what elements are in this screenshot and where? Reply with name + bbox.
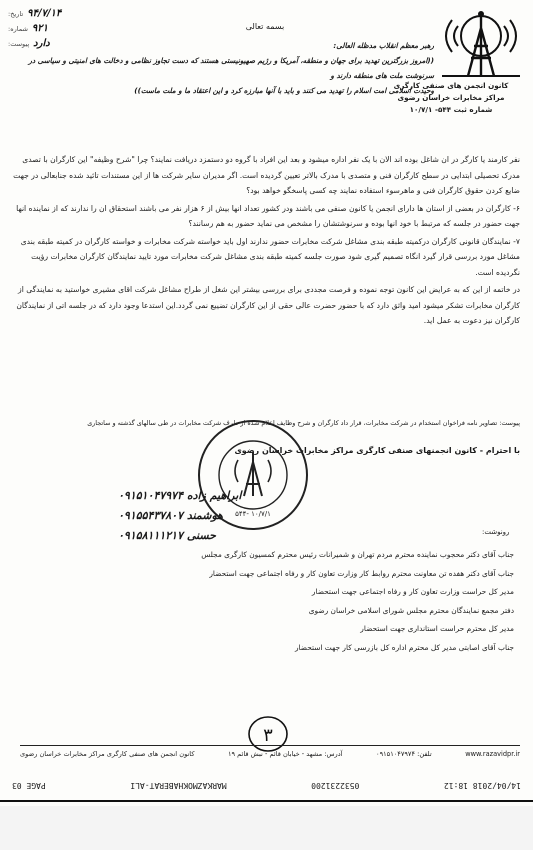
- quote-line-2: ((امروز بزرگترین تهدید برای جهان و منطقه، آمریکا و رژیم صهیونیستی هستند که دست تجاوز نظامی و دخالت های امنیتی و سیاسی در سرنوشت ملت های منطقه دارند و: [28, 56, 434, 80]
- cc-list: [40, 546, 514, 657]
- body-paragraph-1: نفر کارمند یا کارگر در ان شاغل بوده اند الان با یک نفر اداره میشود و بعد این افراد با گروه دو دستمزد دریافت نمایند؟ چرا "شرح وظیفه" این کارگران با تصدی مدرک تحصیلی ابتدایی در سطح کارگران فنی و متصدی با مدرک بالاتر تعیین گردیده است. اگر مدیران سایر شرکت ها از این مستندات تائید شده جنابعالی در جهت ضایع کردن حقوق کارگران فنی و ماهرسوء استفاده نمایند چه کسی پاسخگو خواهد بود؟: [13, 155, 520, 195]
- quote-line-3: وحیدت اسلامی امت اسلام را تهدید می کنند و باید با آنها مبارزه کرد و این اعتقاد ما و ملت ماست)): [134, 86, 434, 95]
- number-label: شماره:: [8, 24, 28, 33]
- body-closing: در خاتمه از این که به عرایض این کانون توجه نموده و فرصت مجددی برای بررسی بیشتر این شغل از طراح مشاغل شرکت اقای مشیری خواستید به نمایندگی از کارگران مخابرات تشکر میشود امید واثق دارد که با حضور حضرت عالی حقی از این کارگران تضییع نمی گردد.این استدعا وجود دارد که در جلسه اتی از نمایندگان کارگران نیز دعوت به عمل اید.: [16, 285, 520, 325]
- quote-line-1: رهبر معظم انقلاب مدظله العالی:: [333, 41, 434, 50]
- number-value: ۹۲۱: [31, 23, 49, 34]
- cc-item: دفتر مجمع نمایندگان محترم مجلس شورای اسلامی خراسان رضوی: [308, 605, 514, 615]
- number-row: [8, 21, 88, 36]
- fax-header: [0, 772, 533, 802]
- phone-2: ۰۹۱۵۵۴۳۷۸۰۷ هوشمند: [118, 509, 223, 522]
- signature-line: با احترام - کانون انجمنهای صنفی کارگری مراکز مخابرات خراسان رضوی: [234, 446, 520, 455]
- date-value: ۹۴/۷/۱۴: [27, 8, 62, 19]
- body-item-7: ۷- نمایندگان قانونی کارگران درکمیته طبقه بندی مشاغل شرکت مخابرات حضور ندارند اول باید خواسته شرکت مخابرات و خواسته کارگران در کمیته طبقه بندی مشاغل مورد بررسی قرار گیرد انگاه تصمیم گیری شود صورت جلسه کمیته طبقه بندی مشاغل شرکت مخابرات مورد تایید نمایندگان کارگران مخابرات رؤیت نگردیده است.: [20, 236, 520, 277]
- cc-item: جناب آقای دکتر محجوب نماینده محترم مردم تهران و شمیرانات رئیس محترم کمسیون کارگری مجلس: [201, 550, 514, 559]
- attach-value: دارد: [33, 38, 50, 49]
- handwritten-phones: [118, 486, 338, 546]
- cc-item: جناب آقای اصابتی مدیر کل محترم اداره کل بازرسی کار جهت استحضار: [294, 642, 514, 652]
- date-label: تاریخ:: [8, 9, 24, 18]
- letter-footer: [20, 750, 520, 758]
- date-row: [8, 6, 88, 21]
- org-line-1: کانون انجمن های صنفی کارگری: [393, 81, 509, 90]
- footer-divider: [20, 745, 520, 746]
- fax-datetime: 14/04/2018 18:12: [443, 781, 521, 791]
- union-logo: [438, 6, 524, 80]
- cc-item: مدیر کل حراست وزارت تعاون کار و رفاه اجتماعی جهت استحضار: [311, 587, 514, 596]
- stamp-number: ۵۴۴- ۱۰/۷/۱: [235, 510, 271, 518]
- phone-3: ۰۹۱۵۸۱۱۱۲۱۷ حسنی: [118, 529, 216, 542]
- footer-tel: تلفن: ۰۹۱۵۱۰۴۷۹۷۴: [376, 750, 432, 758]
- bismillah: بسمه تعالی: [245, 22, 285, 31]
- fax-number: 0532231200: [311, 781, 360, 791]
- org-line-2: مراکز مخابرات خراسان رضوی: [397, 93, 505, 102]
- footer-address: آدرس: مشهد - خیابان قائم - نبش قائم ۱۹: [227, 750, 343, 758]
- cc-item: جناب آقای دکتر هفده تن معاونت محترم روابط کار وزارت تعاون کار و رفاه اجتماعی جهت استحضار: [209, 568, 514, 578]
- page-number: ۳: [263, 725, 273, 746]
- leader-quote: [8, 38, 434, 98]
- scan-margin: [0, 806, 533, 850]
- body-item-6: ۶- کارگران در بعضی از استان ها دارای انجمن یا کانون صنفی می باشند ودر کشور تعداد انها بیش از ۶ هزار نفر می باشند استحقاق ان را ندارند که از نماینده انها جهت حضور در جلسه که مرتبط با خود انها بوده و سرنوشتشان را مشخص می نماید حضور به هم رسانند؟: [16, 203, 520, 228]
- footer-web[interactable]: www.razavidpr.ir: [465, 750, 520, 758]
- phone-1: ۰۹۱۵۱۰۴۷۹۷۴ ابراهیم زاده: [118, 489, 242, 502]
- attach-label: پیوست:: [8, 39, 30, 48]
- footer-org: کانون انجمن های صنفی کارگری مراکز مخابرات خراسان رضوی: [20, 750, 195, 758]
- org-line-3: شماره ثبت ۵۴۴- ۱۰/۷/۱: [409, 105, 493, 114]
- cc-label: رونوشت:: [482, 528, 510, 536]
- letter-body: [10, 152, 520, 331]
- fax-sender: MARKAZMOKHABERAT-ALI: [130, 781, 227, 791]
- cc-item: مدیر کل محترم حراست استانداری جهت استحضار: [360, 624, 514, 633]
- fax-page: PAGE 03: [12, 781, 46, 791]
- attachment-note: پیوست: تصاویر نامه فراخوان استخدام در شرکت مخابرات، قرار داد کارگران و شرح وظایف اعلام شده از طرف شرکت مخابرات در طی سالهای گذشته و ساتجاری: [87, 419, 520, 427]
